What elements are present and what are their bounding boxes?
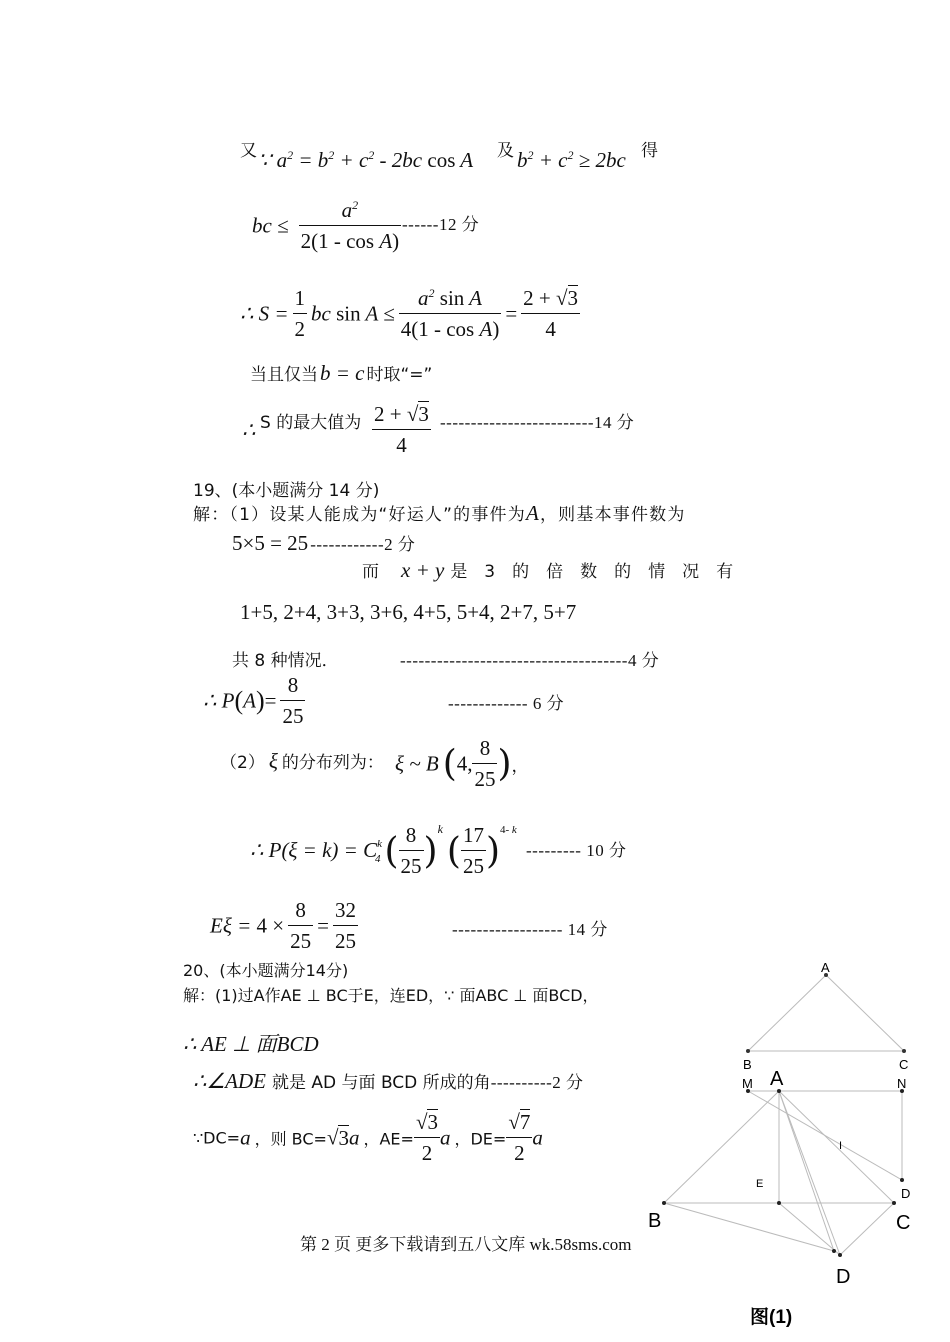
label-c-top: C (899, 1057, 909, 1072)
label-d-right: D (901, 1186, 911, 1201)
text-max-value: S 的最大值为 (260, 413, 362, 433)
score-14: -------------------------14 分 (440, 413, 635, 432)
point-d-right (900, 1178, 904, 1182)
score-14b: ------------------ 14 分 (452, 920, 608, 939)
q19-pmf: ∴ $P(\xi = k) = C^k_4$ ( $\frac{8}{25}$ )$^k$ ( $\frac{17}{25}$ )$^{4- k}$ (250, 822, 517, 879)
formula-area-bound: ∴ S = $\frac{1}{2}$ bc sin A ≤ $\frac{a^2 \sin A}{\text{4(1 - cos A)}}$ = $\frac{2 + √3}{4}$ (240, 286, 579, 341)
text-ji: 及 (497, 141, 514, 161)
score-4: -------------------------------------4 分 (400, 651, 660, 670)
point-c (892, 1201, 896, 1205)
label-e: E (756, 1178, 764, 1190)
main-figure-lines (664, 1091, 902, 1255)
label-i: I (839, 1140, 843, 1152)
score-6: ------------- 6 分 (448, 694, 565, 713)
point-d-a (832, 1249, 836, 1253)
label-m: M (742, 1076, 753, 1091)
q19-probability: ∴ P(A)= $\frac{8}{25}$ (203, 673, 304, 728)
score-12: ------12 分 (402, 215, 480, 234)
label-b-top: B (743, 1057, 752, 1072)
geometry-figure (640, 955, 940, 1335)
point-c-top (902, 1049, 906, 1053)
fraction-max-value: $\frac{2 + √3}{4}$ (374, 402, 429, 457)
q19-count-cases: 共 8 种情况． (232, 651, 339, 671)
q20-part1-intro: 解：(1)过A作AE ⊥ BC于E，连ED，∵ 面ABC ⊥ 面BCD， (183, 986, 599, 1005)
text-equality-condition: 当且仅当b = c 时取“=” (250, 361, 433, 385)
q19-expectation: Eξ = 4 × $\frac{8}{25}$ = $\frac{32}{25}$ (210, 898, 356, 953)
label-a: A (770, 1068, 784, 1090)
text-de: 得 (641, 141, 658, 161)
page-footer: 第 2 页 更多下载请到五八文库 wk.58sms.com (300, 1235, 632, 1254)
q19-title: 19、(本小题满分 14 分) (193, 481, 380, 501)
q19-part1-intro: 解：（1）设某人能成为“好运人”的事件为A，则基本事件数为 (193, 501, 686, 525)
point-e (777, 1201, 781, 1205)
point-d-b (838, 1253, 842, 1257)
q19-sample-space: 5×5 = 25 ------------2 分 (232, 531, 416, 555)
q20-perpendicular: ∴ AE ⊥ 面BCD (183, 1032, 319, 1056)
q19-binomial: ξ ~ B (4, $\frac{8}{25}$ )， (395, 736, 529, 791)
formula-cosine-law: ∵ $a^2 = b^2 + c^2 - 2bc$ cos A (258, 148, 474, 172)
q20-angle-line: ∴∠ADE 就是 AD 与面 BCD 所成的角----------2 分 (193, 1069, 584, 1093)
q19-multiples-intro: 而 x + y 是 3 的 倍 数 的 情 况 有 (362, 558, 734, 582)
label-n: N (897, 1076, 907, 1091)
label-c: C (896, 1212, 911, 1234)
q19-cases-list: 1+5, 2+4, 3+3, 3+6, 4+5, 5+4, 2+7, 5+7 (240, 600, 577, 624)
score-10: --------- 10 分 (526, 841, 627, 860)
therefore-symbol: ∴ (242, 418, 256, 442)
formula-inequality: $b^2 + c^2 \ge 2bc$ (517, 148, 626, 172)
text-you: 又 (240, 141, 257, 161)
q19-part2-label: （2） ξ 的分布列为： (220, 749, 384, 773)
label-d: D (836, 1266, 851, 1288)
point-b (662, 1201, 666, 1205)
top-triangle (748, 975, 904, 1051)
formula-bc-bound: bc ≤ $\frac{a^2}{\text{2(1 - cos A)}}$ (252, 198, 400, 253)
q20-title: 20、(本小题满分14分) (183, 961, 349, 980)
point-b-top (746, 1049, 750, 1053)
label-a-top: A (821, 960, 830, 975)
q20-lengths: ∵DC=a ，则 BC=√3a ，AE= $\frac{√3}{2}$ a ，DE= $\frac{√7}{2}$ a (193, 1110, 543, 1165)
figure-caption: 图(1) (750, 1307, 793, 1328)
label-b: B (648, 1210, 662, 1232)
